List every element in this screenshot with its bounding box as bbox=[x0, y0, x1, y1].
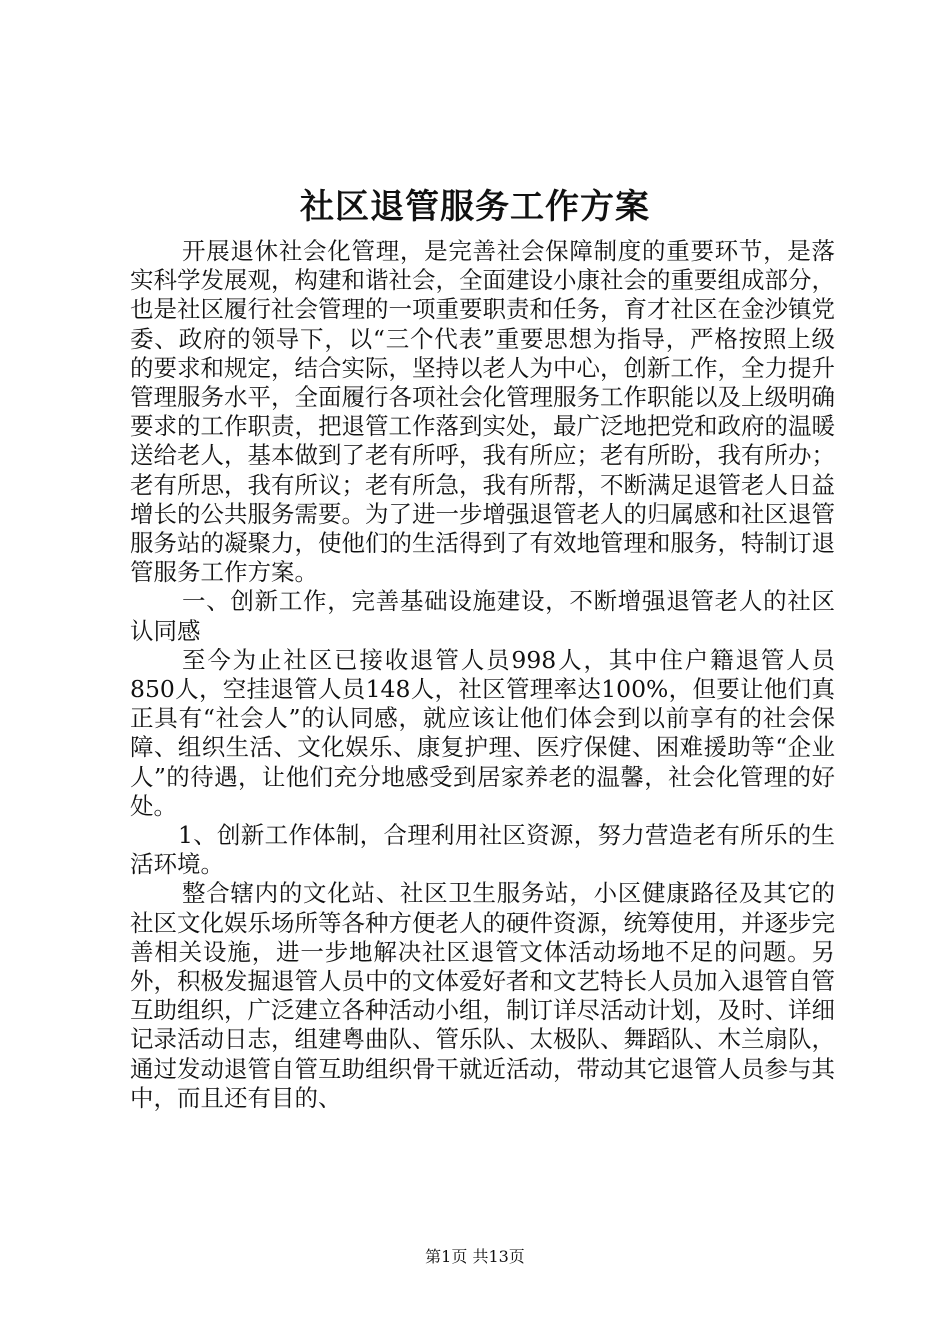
paragraph-intro: 开展退休社会化管理，是完善社会保障制度的重要环节，是落实科学发展观，构建和谐社会，全面建设小康社会的重要组成部分，也是社区履行社会管理的一项重要职责和任务，育才社区在金沙镇党委、政府的领导下，以“三个代表”重要思想为指导，严格按照上级的要求和规定，结合实际，坚持以老人为中心，创新工作，全力提升管理服务水平，全面履行各项社会化管理服务工作职能以及上级明确要求的工作职责，把退管工作落到实处，最广泛地把党和政府的温暖送给老人，基本做到了老有所呼，我有所应；老有所盼，我有所办；老有所思，我有所议；老有所急，我有所帮，不断满足退管老人日益增长的公共服务需要。为了进一步增强退管老人的归属感和社区退管服务站的凝聚力，使他们的生活得到了有效地管理和服务，特制订退管服务工作方案。 bbox=[130, 237, 835, 587]
paragraph-statistics: 至今为止社区已接收退管人员998人，其中住户籍退管人员850人，空挂退管人员148人，社区管理率达100%，但要让他们真正具有“社会人”的认同感，就应该让他们体会到以前享有的社会保障、组织生活、文化娱乐、康复护理、医疗保健、困难援助等“企业人”的待遇，让他们充分地感受到居家养老的温馨，社会化管理的好处。 bbox=[130, 645, 835, 820]
page-number-footer: 第1页 共13页 bbox=[425, 1247, 525, 1266]
document-body bbox=[130, 237, 835, 1113]
document-title: 社区退管服务工作方案 bbox=[300, 187, 650, 227]
paragraph-resources: 整合辖内的文化站、社区卫生服务站，小区健康路径及其它的社区文化娱乐场所等各种方便老人的硬件资源，统筹使用，并逐步完善相关设施，进一步地解决社区退管文体活动场地不足的问题。另外，积极发掘退管人员中的文体爱好者和文艺特长人员加入退管自管互助组织，广泛建立各种活动小组，制订详尽活动计划，及时、详细记录活动日志，组建粤曲队、管乐队、太极队、舞蹈队、木兰扇队，通过发动退管自管互助组织骨干就近活动，带动其它退管人员参与其中，而且还有目的、 bbox=[130, 879, 835, 1112]
section-heading-1: 一、创新工作，完善基础设施建设，不断增强退管老人的社区认同感 bbox=[130, 587, 835, 645]
subsection-heading-1: 1、创新工作体制，合理利用社区资源，努力营造老有所乐的生活环境。 bbox=[130, 821, 835, 879]
